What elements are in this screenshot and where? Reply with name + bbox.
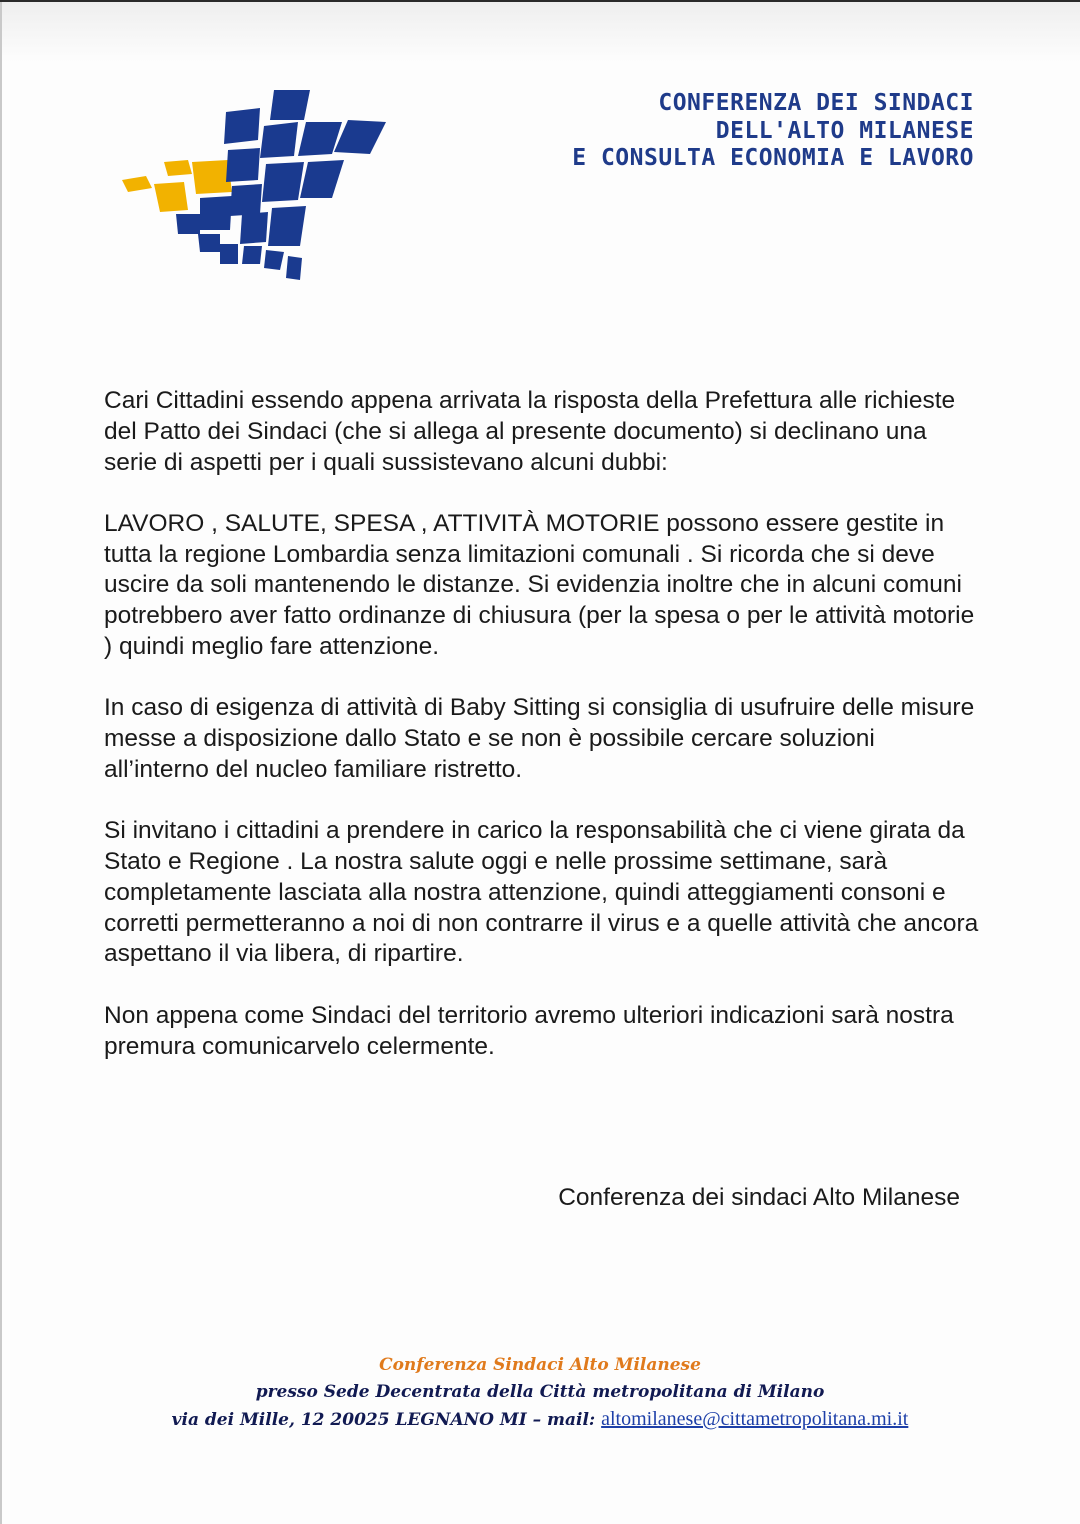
organization-title	[572, 90, 974, 173]
signature: Conferenza dei sindaci Alto Milanese	[558, 1184, 960, 1211]
paragraph-closing: Non appena come Sindaci del territorio avremo ulteriori indicazioni sarà nostra premura comunicarvelo celermente.	[104, 1001, 954, 1060]
left-border	[0, 2, 2, 1524]
footer	[0, 1352, 1080, 1434]
top-shadow	[2, 2, 1080, 62]
footer-address-line	[0, 1406, 1080, 1434]
conferenza-sindaci-logo-icon	[120, 86, 390, 286]
footer-email-link[interactable]: altomilanese@cittametropolitana.mi.it	[601, 1408, 909, 1430]
footer-location: presso Sede Decentrata della Città metropolitana di Milano	[255, 1382, 825, 1402]
org-title-line-3: E CONSULTA ECONOMIA E LAVORO	[572, 145, 974, 171]
paragraph-responsibility: Si invitano i cittadini a prendere in carico la responsabilità che ci viene girata da Stato e Regione . La nostra salute oggi e nelle prossime settimane, sarà completamente lasciata alla nostra attenzione, quindi atteggiamenti consoni e corretti permetteranno a noi di non contrarre il virus e a quelle attività che ancora aspettano il via libera, di ripartire.	[104, 817, 979, 968]
paragraph-baby-sitting: In caso di esigenza di attività di Baby Sitting si consiglia di usufruire delle misure messe a disposizione dallo Stato e se non è possibile cercare soluzioni all’interno del nucleo familiare ristretto.	[104, 694, 975, 783]
letter-body	[104, 386, 984, 1093]
footer-address: via dei Mille, 12 20025 LEGNANO MI – mail:	[171, 1410, 596, 1430]
paragraph-intro: Cari Cittadini essendo appena arrivata la risposta della Prefettura alle richieste del Patto dei Sindaci (che si allega al presente documento) si declinano una serie di aspetti per i quali sussistevano alcuni dubbi:	[104, 387, 956, 476]
paragraph-movements: LAVORO , SALUTE, SPESA , ATTIVITÀ MOTORIE possono essere gestite in tutta la regione Lombardia senza limitazioni comunali . Si ricorda che si deve uscire da soli mantenendo le distanze. Si evidenzia inoltre che in alcuni comuni potrebbero aver fatto ordinanze di chiusura (per la spesa o per le attività motorie ) quindi meglio fare attenzione.	[104, 509, 975, 661]
org-title-line-1: CONFERENZA DEI SINDACI	[658, 90, 974, 116]
footer-organization: Conferenza Sindaci Alto Milanese	[379, 1355, 701, 1375]
org-title-line-2: DELL'ALTO MILANESE	[715, 117, 974, 144]
